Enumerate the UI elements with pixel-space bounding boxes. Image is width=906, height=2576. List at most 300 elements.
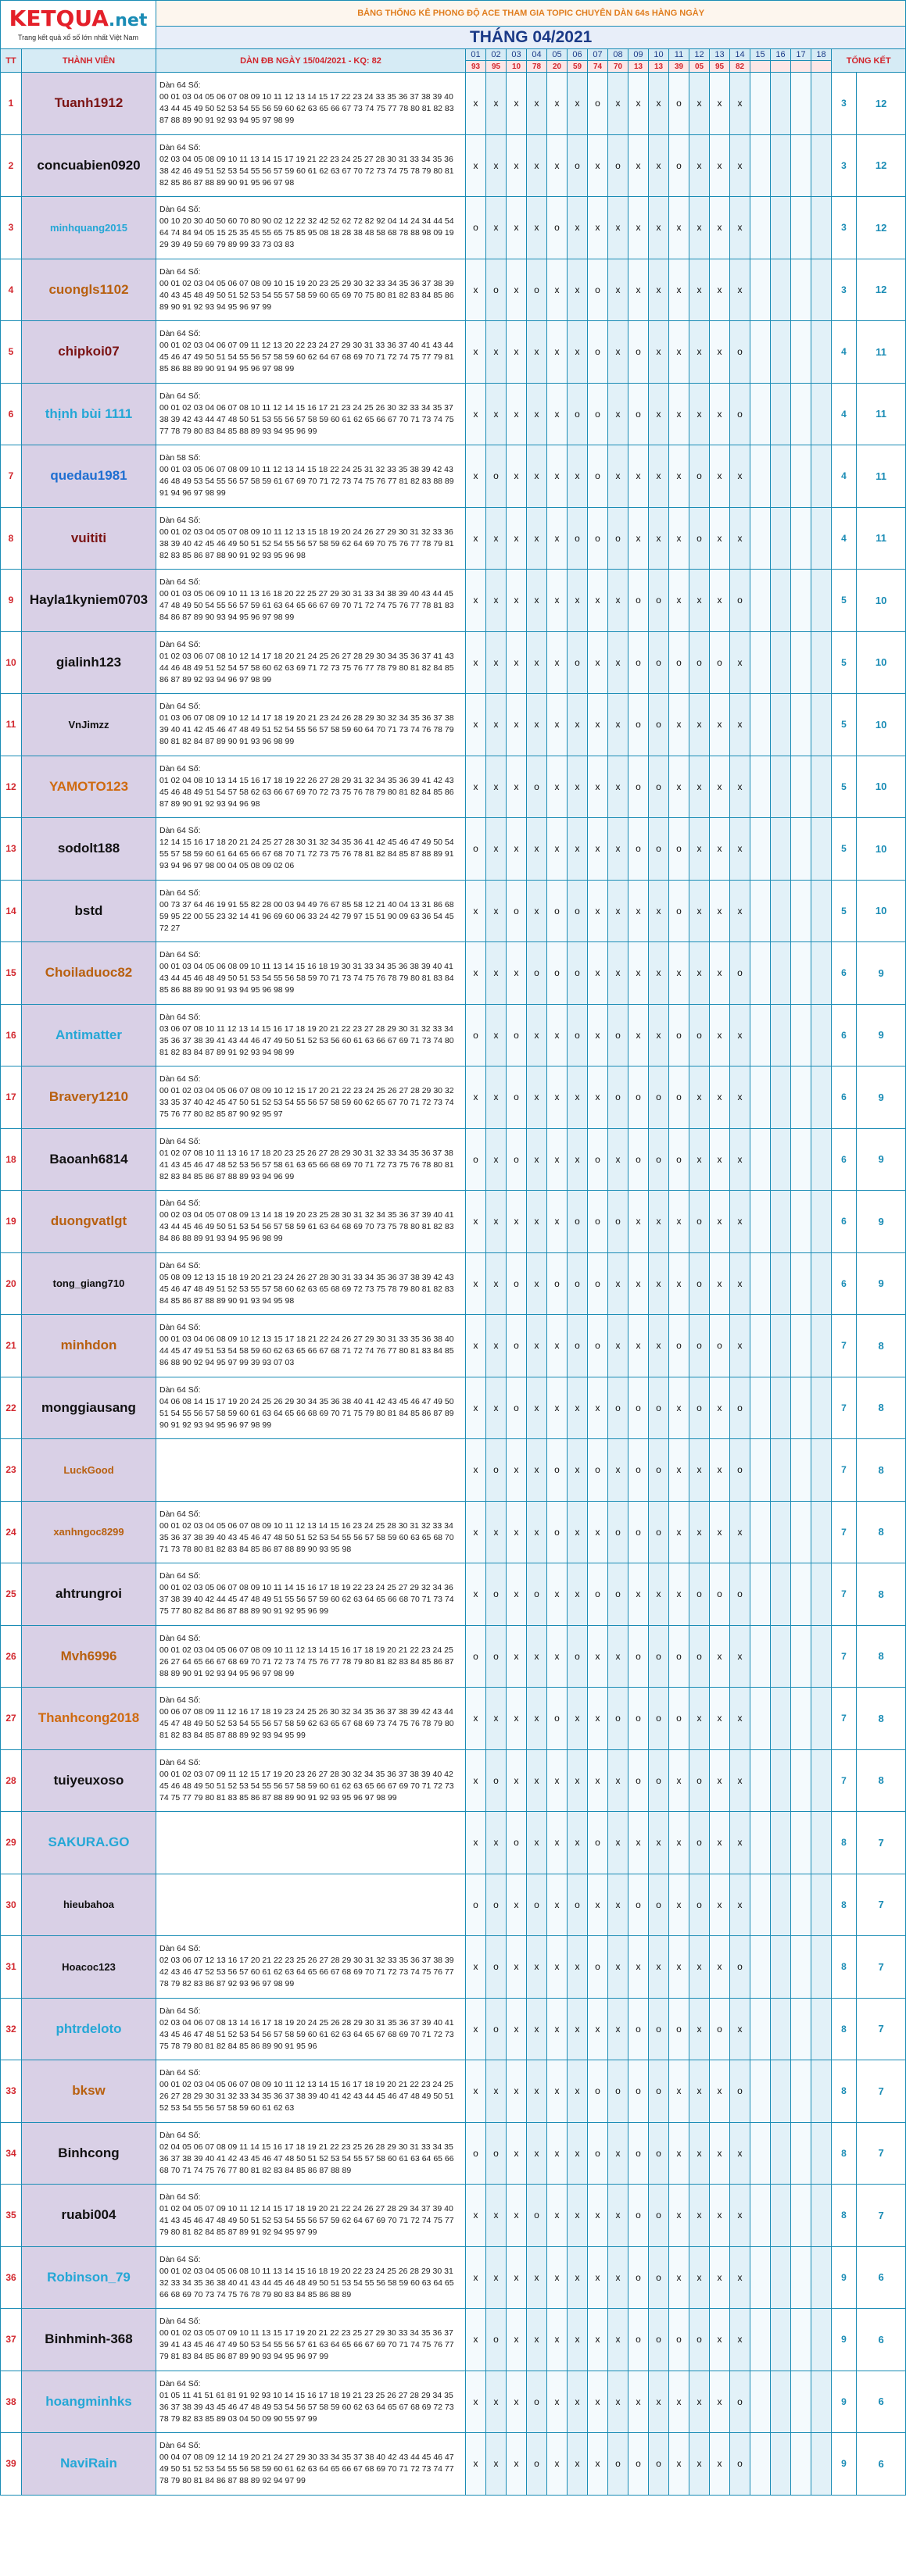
day-mark: x	[466, 1688, 486, 1750]
member-name[interactable]: Hoacoc123	[22, 1936, 156, 1999]
day-mark: x	[649, 2371, 669, 2433]
day-mark: x	[689, 1501, 710, 1563]
day-mark: x	[466, 942, 486, 1005]
day-mark: x	[507, 2060, 527, 2123]
day-mark: x	[730, 1874, 750, 1936]
day-mark	[811, 2309, 832, 2371]
day-mark: x	[507, 1998, 527, 2060]
day-mark	[791, 2309, 811, 2371]
day-mark: x	[730, 1812, 750, 1874]
day-mark: x	[628, 880, 649, 942]
table-row	[1, 1936, 906, 1999]
day-mark: o	[547, 1252, 568, 1315]
day-mark: x	[527, 507, 547, 570]
day-mark: x	[608, 259, 628, 321]
day-mark: x	[730, 756, 750, 818]
day-mark	[791, 880, 811, 942]
member-name[interactable]: duongvatlgt	[22, 1191, 156, 1253]
member-name[interactable]: vuititi	[22, 507, 156, 570]
miss-count: 6	[832, 1128, 857, 1191]
row-index: 24	[1, 1501, 22, 1563]
day-mark: x	[669, 1377, 689, 1439]
day-mark: x	[588, 1501, 608, 1563]
number-set-values: 01 02 04 05 07 09 10 11 12 14 15 17 18 19 20 21 22 24 26 27 28 29 34 37 39 40 41 43 45 46 47 48 49 50 51 52 53 54 55 56 57 59 62 64 67 69 70 71 72 74 75 77 79 80 81 82 84 85 87 89 91 92 94 95 97 99	[159, 2204, 454, 2238]
hit-total: 12	[857, 259, 906, 321]
day-mark	[811, 1128, 832, 1191]
number-set	[156, 1563, 466, 1626]
day-mark	[771, 445, 791, 508]
miss-count: 3	[832, 197, 857, 259]
day-mark: x	[608, 2246, 628, 2309]
number-set	[156, 1874, 466, 1936]
table-row	[1, 1128, 906, 1191]
day-mark: x	[710, 1252, 730, 1315]
day-result	[771, 61, 791, 73]
day-mark: x	[628, 1936, 649, 1999]
day-mark	[811, 445, 832, 508]
day-mark: x	[466, 1563, 486, 1626]
day-header: 16	[771, 49, 791, 61]
member-name[interactable]: bstd	[22, 880, 156, 942]
member-name[interactable]: hieubahoa	[22, 1874, 156, 1936]
miss-count: 3	[832, 134, 857, 197]
day-mark	[771, 1998, 791, 2060]
member-name[interactable]: Hayla1kyniem0703	[22, 570, 156, 632]
day-mark	[750, 880, 771, 942]
day-mark: x	[527, 2246, 547, 2309]
day-mark: x	[608, 445, 628, 508]
member-name[interactable]: monggiausang	[22, 1377, 156, 1439]
number-set-label: Dàn 64 Số:	[159, 763, 201, 774]
day-mark: o	[608, 1004, 628, 1066]
day-mark: o	[649, 570, 669, 632]
row-index: 33	[1, 2060, 22, 2123]
day-mark: o	[527, 2185, 547, 2247]
day-mark: o	[730, 570, 750, 632]
number-set-values: 01 05 11 41 51 61 81 91 92 93 10 14 15 16 17 18 19 21 23 25 26 27 28 29 34 35 36 37 38 39 43 45 46 47 48 49 53 54 56 57 58 59 60 62 63 64 65 67 68 69 72 73 78 79 82 83 85 89 03 04 50 09 90 55 97 99	[159, 2390, 454, 2424]
miss-count: 4	[832, 445, 857, 508]
miss-count: 6	[832, 1191, 857, 1253]
number-set-values: 00 01 02 03 04 05 06 07 08 09 10 11 12 13 14 15 16 17 18 19 20 21 22 23 24 25 26 27 28 29 30 31 32 33 34 35 36 37 38 39 40 41 42 43 44 45 46 47 48 49 50 51 52 53 54 55 56 57 58 59 60 61 62 63	[159, 2080, 454, 2113]
day-mark: x	[710, 1936, 730, 1999]
number-set-values: 00 06 07 08 09 11 12 16 17 18 19 23 24 25 26 30 32 34 35 36 37 38 39 42 43 44 45 47 48 49 50 52 53 54 55 56 57 58 59 62 63 65 67 68 69 73 74 75 76 78 79 80 81 82 83 84 85 87 88 89 92 93 94 95 99	[159, 1707, 454, 1741]
number-set-label: Dàn 64 Số:	[159, 2006, 201, 2016]
member-name[interactable]: Mvh6996	[22, 1625, 156, 1688]
day-header: 09	[628, 49, 649, 61]
day-mark: x	[669, 2246, 689, 2309]
table-row	[1, 1004, 906, 1066]
day-mark: x	[507, 2122, 527, 2185]
day-mark: o	[649, 1439, 669, 1502]
day-mark: x	[466, 1749, 486, 1812]
day-mark: o	[730, 1377, 750, 1439]
day-mark: x	[608, 1998, 628, 2060]
day-mark: x	[568, 1563, 588, 1626]
day-mark: o	[689, 2309, 710, 2371]
day-mark: o	[568, 1625, 588, 1688]
number-set-values: 00 01 02 03 05 06 07 08 09 10 11 14 15 16 17 18 19 22 23 24 25 27 29 32 34 36 37 38 39 40 42 44 45 47 48 49 51 55 56 57 59 60 62 63 64 65 66 68 70 71 73 74 75 77 80 82 84 86 87 88 89 90 91 92 95 96 99	[159, 1583, 454, 1617]
day-mark: o	[588, 2060, 608, 2123]
day-mark: o	[649, 2246, 669, 2309]
day-mark: o	[730, 2433, 750, 2496]
number-set	[156, 2122, 466, 2185]
day-mark: x	[568, 2433, 588, 2496]
day-mark: o	[689, 1749, 710, 1812]
number-set-values: 00 01 02 03 04 05 06 08 10 11 13 14 15 16 18 19 20 22 23 24 25 26 28 29 30 31 32 33 34 35 36 38 40 41 43 44 45 46 48 49 50 51 53 54 55 56 58 59 60 63 64 65 66 68 69 70 73 74 75 76 78 79 80 83 84 85 86 88 89	[159, 2266, 454, 2299]
day-mark: o	[486, 2122, 507, 2185]
day-mark: x	[628, 1315, 649, 1377]
day-mark: x	[527, 1252, 547, 1315]
day-mark	[750, 73, 771, 135]
day-mark: x	[608, 321, 628, 384]
logo[interactable]	[1, 1, 156, 49]
day-mark: x	[730, 694, 750, 756]
day-mark: x	[588, 2309, 608, 2371]
day-mark: o	[649, 1688, 669, 1750]
day-mark: x	[669, 259, 689, 321]
day-mark: o	[547, 1501, 568, 1563]
day-mark: x	[689, 1128, 710, 1191]
day-mark: x	[466, 2185, 486, 2247]
miss-count: 3	[832, 259, 857, 321]
day-mark: x	[466, 259, 486, 321]
day-mark	[771, 1191, 791, 1253]
member-name[interactable]: SAKURA.GO	[22, 1812, 156, 1874]
number-set-label: Dàn 64 Số:	[159, 826, 201, 836]
miss-count: 5	[832, 818, 857, 881]
day-mark: x	[507, 507, 527, 570]
member-name[interactable]: quedau1981	[22, 445, 156, 508]
day-mark: x	[730, 1688, 750, 1750]
member-name[interactable]: ahtrungroi	[22, 1563, 156, 1626]
day-mark: o	[588, 1439, 608, 1502]
day-mark	[811, 818, 832, 881]
miss-count: 7	[832, 1315, 857, 1377]
day-mark: x	[507, 383, 527, 445]
day-mark	[811, 134, 832, 197]
number-set-label: Dàn 64 Số:	[159, 1074, 201, 1084]
number-set-values: 03 06 07 08 10 11 12 13 14 15 16 17 18 19 20 21 22 23 27 28 29 30 31 32 33 34 35 36 37 38 39 41 43 44 46 47 49 50 51 52 53 56 60 61 63 66 67 69 71 73 74 80 81 82 83 84 87 89 91 92 93 94 98 99	[159, 1024, 454, 1057]
day-mark: x	[507, 1191, 527, 1253]
day-mark: x	[730, 507, 750, 570]
day-mark: x	[466, 445, 486, 508]
day-mark: o	[588, 321, 608, 384]
hit-total: 11	[857, 321, 906, 384]
day-mark: x	[527, 1191, 547, 1253]
day-mark: x	[466, 1936, 486, 1999]
day-mark: x	[568, 818, 588, 881]
day-mark: o	[547, 1439, 568, 1502]
day-mark: x	[588, 1377, 608, 1439]
member-name[interactable]: minhdon	[22, 1315, 156, 1377]
day-mark: o	[486, 1749, 507, 1812]
number-set	[156, 2246, 466, 2309]
number-set-values: 00 04 07 08 09 12 14 19 20 21 24 27 29 30 33 34 35 37 38 40 42 43 44 45 46 47 49 50 51 52 53 54 55 56 58 59 60 61 62 63 64 65 66 67 68 69 70 71 72 73 74 77 78 79 80 81 84 86 87 88 89 92 94 97 99	[159, 2453, 454, 2486]
member-name[interactable]: ruabi004	[22, 2185, 156, 2247]
member-name[interactable]: concuabien0920	[22, 134, 156, 197]
table-row	[1, 1191, 906, 1253]
day-mark: x	[628, 942, 649, 1005]
day-mark	[771, 2122, 791, 2185]
day-mark: x	[588, 880, 608, 942]
day-mark: x	[689, 134, 710, 197]
row-index: 13	[1, 818, 22, 881]
row-index: 3	[1, 197, 22, 259]
miss-count: 4	[832, 507, 857, 570]
day-mark	[771, 1936, 791, 1999]
row-index: 31	[1, 1936, 22, 1999]
hit-total: 8	[857, 1315, 906, 1377]
hit-total: 8	[857, 1749, 906, 1812]
number-set	[156, 631, 466, 694]
day-mark: x	[568, 570, 588, 632]
member-name[interactable]: LuckGood	[22, 1439, 156, 1502]
table-row	[1, 1377, 906, 1439]
day-mark: o	[710, 631, 730, 694]
number-set	[156, 1315, 466, 1377]
day-mark: x	[466, 2060, 486, 2123]
day-mark: o	[486, 1563, 507, 1626]
day-mark: x	[649, 134, 669, 197]
day-mark: x	[486, 880, 507, 942]
day-mark	[811, 2371, 832, 2433]
hit-total: 11	[857, 445, 906, 508]
member-name[interactable]: hoangminhks	[22, 2371, 156, 2433]
member-name[interactable]: Thanhcong2018	[22, 1688, 156, 1750]
day-mark: o	[588, 1252, 608, 1315]
table-row	[1, 1874, 906, 1936]
day-mark: x	[710, 2246, 730, 2309]
day-mark: x	[710, 321, 730, 384]
table-row	[1, 2371, 906, 2433]
member-name[interactable]: xanhngoc8299	[22, 1501, 156, 1563]
day-mark: x	[689, 197, 710, 259]
member-name[interactable]: bksw	[22, 2060, 156, 2123]
number-set-values: 01 03 06 07 08 09 10 12 14 17 18 19 20 21 23 24 26 28 29 30 32 34 35 36 37 38 39 40 41 42 45 46 47 48 49 51 52 54 55 56 57 58 59 60 64 70 71 73 74 76 78 79 80 81 82 84 87 89 90 91 93 96 98 99	[159, 713, 454, 747]
day-mark: x	[669, 383, 689, 445]
day-mark: x	[547, 694, 568, 756]
day-mark: o	[689, 1625, 710, 1688]
day-result: 93	[466, 61, 486, 73]
day-mark: x	[588, 2185, 608, 2247]
member-name[interactable]: Tuanh1912	[22, 73, 156, 135]
day-mark	[811, 2185, 832, 2247]
day-mark: x	[527, 197, 547, 259]
day-mark: x	[486, 1812, 507, 1874]
day-mark: x	[486, 570, 507, 632]
day-mark	[811, 942, 832, 1005]
row-index: 38	[1, 2371, 22, 2433]
day-mark	[750, 1812, 771, 1874]
member-name[interactable]: Antimatter	[22, 1004, 156, 1066]
day-mark: o	[588, 1191, 608, 1253]
day-mark: x	[588, 134, 608, 197]
day-mark: o	[689, 1563, 710, 1626]
day-mark	[791, 1004, 811, 1066]
miss-count: 9	[832, 2371, 857, 2433]
day-mark: x	[608, 942, 628, 1005]
stats-title: BẢNG THỐNG KÊ PHONG ĐỘ ACE THAM GIA TOPIC CHUYÊN DÀN 64s HÀNG NGÀY	[156, 1, 906, 27]
member-name[interactable]: minhquang2015	[22, 197, 156, 259]
miss-count: 5	[832, 631, 857, 694]
member-name[interactable]: VnJimzz	[22, 694, 156, 756]
member-name[interactable]: chipkoi07	[22, 321, 156, 384]
day-mark	[750, 570, 771, 632]
number-set	[156, 570, 466, 632]
number-set-values: 02 03 04 05 08 09 10 11 13 14 15 17 19 21 22 23 24 25 27 28 30 31 33 34 35 36 38 42 46 49 51 52 53 54 55 56 57 59 60 61 62 63 67 70 72 73 74 75 78 79 80 81 82 85 86 87 88 89 90 91 95 96 97 98	[159, 154, 454, 188]
day-mark: x	[507, 1501, 527, 1563]
day-mark: x	[669, 197, 689, 259]
member-name[interactable]: thịnh bùi 1111	[22, 383, 156, 445]
day-mark: x	[466, 1812, 486, 1874]
day-result: 13	[628, 61, 649, 73]
day-mark: x	[689, 880, 710, 942]
day-mark: x	[568, 73, 588, 135]
day-mark: o	[669, 818, 689, 881]
day-mark: x	[507, 756, 527, 818]
day-mark: x	[568, 1439, 588, 1502]
number-set-label: Dàn 58 Số:	[159, 453, 201, 463]
day-mark	[750, 2246, 771, 2309]
table-row	[1, 2433, 906, 2496]
member-name[interactable]: Bravery1210	[22, 1066, 156, 1129]
row-index: 34	[1, 2122, 22, 2185]
day-mark: o	[669, 1998, 689, 2060]
day-mark: o	[628, 1749, 649, 1812]
day-mark	[750, 1688, 771, 1750]
member-name[interactable]: gialinh123	[22, 631, 156, 694]
member-name[interactable]: Binhminh-368	[22, 2309, 156, 2371]
day-mark: x	[486, 818, 507, 881]
hit-total: 11	[857, 383, 906, 445]
day-mark: x	[608, 694, 628, 756]
day-mark: x	[527, 570, 547, 632]
day-mark	[811, 2122, 832, 2185]
hit-total: 9	[857, 1066, 906, 1129]
member-name[interactable]: tong_giang710	[22, 1252, 156, 1315]
day-result	[811, 61, 832, 73]
day-mark: x	[730, 1749, 750, 1812]
day-mark	[811, 1439, 832, 1502]
number-set-values: 02 04 05 06 07 08 09 11 14 15 16 17 18 19 21 22 23 25 26 28 29 30 31 33 34 35 36 37 38 39 40 41 42 43 45 46 47 48 50 51 52 53 54 55 57 58 60 61 63 64 65 66 68 70 71 74 75 76 77 80 81 82 83 84 85 86 87 88 89	[159, 2142, 454, 2175]
day-mark	[791, 134, 811, 197]
number-set	[156, 942, 466, 1005]
day-header: 12	[689, 49, 710, 61]
day-mark: x	[547, 1563, 568, 1626]
member-name[interactable]: tuiyeuxoso	[22, 1749, 156, 1812]
member-name[interactable]: Baoanh6814	[22, 1128, 156, 1191]
member-name[interactable]: phtrdeloto	[22, 1998, 156, 2060]
number-set-label: Dàn 64 Số:	[159, 639, 201, 649]
row-index: 11	[1, 694, 22, 756]
day-mark: x	[527, 1936, 547, 1999]
miss-count: 4	[832, 383, 857, 445]
day-mark: o	[689, 1377, 710, 1439]
day-mark: x	[669, 1439, 689, 1502]
table-row	[1, 2185, 906, 2247]
day-mark: o	[507, 1315, 527, 1377]
day-mark	[791, 1315, 811, 1377]
day-mark: o	[486, 2309, 507, 2371]
day-mark: x	[547, 134, 568, 197]
day-mark: o	[730, 321, 750, 384]
day-mark: x	[710, 1439, 730, 1502]
miss-count: 7	[832, 1377, 857, 1439]
member-name[interactable]: NaviRain	[22, 2433, 156, 2496]
number-set-values: 00 01 02 03 05 07 09 10 11 13 15 17 19 20 21 22 23 25 27 29 30 33 34 35 36 37 39 41 43 45 46 47 49 50 53 54 55 56 57 61 63 64 65 66 67 69 70 71 74 75 76 77 79 81 83 84 85 86 87 89 90 93 94 95 96 97 99	[159, 2328, 454, 2362]
day-mark	[750, 1749, 771, 1812]
miss-count: 5	[832, 694, 857, 756]
day-mark: o	[568, 507, 588, 570]
day-mark: x	[710, 2060, 730, 2123]
day-mark: x	[486, 507, 507, 570]
day-mark	[811, 1625, 832, 1688]
member-name[interactable]: Choiladuoc82	[22, 942, 156, 1005]
day-mark: x	[486, 73, 507, 135]
number-set-values: 00 01 02 03 07 09 11 12 15 17 19 20 23 26 27 28 30 32 34 35 36 37 38 39 40 42 45 46 48 49 50 51 52 53 54 55 56 57 58 59 60 61 62 63 65 66 67 69 70 71 72 73 74 75 77 79 80 81 83 85 86 87 88 89 90 91 92 93 95 96 97 98 99	[159, 1769, 454, 1802]
member-name[interactable]: YAMOTO123	[22, 756, 156, 818]
hit-total: 8	[857, 1501, 906, 1563]
member-name[interactable]: sodolt188	[22, 818, 156, 881]
number-set-label: Dàn 64 Số:	[159, 266, 201, 277]
day-mark: o	[588, 1128, 608, 1191]
number-set-values: 00 10 20 30 40 50 60 70 80 90 02 12 22 32 42 52 62 72 82 92 04 14 24 34 44 54 64 74 84 94 05 15 25 35 45 55 65 75 85 95 08 18 28 38 48 58 68 78 88 98 09 19 29 39 49 59 69 79 89 99 33 73 03 83	[159, 216, 454, 250]
number-set	[156, 1749, 466, 1812]
row-index: 32	[1, 1998, 22, 2060]
number-set-label: Dàn 64 Số:	[159, 2192, 201, 2203]
day-mark	[811, 259, 832, 321]
day-mark	[791, 2433, 811, 2496]
member-name[interactable]: cuongls1102	[22, 259, 156, 321]
day-mark: x	[730, 1128, 750, 1191]
day-mark: x	[649, 880, 669, 942]
day-mark	[771, 1377, 791, 1439]
day-mark	[791, 1936, 811, 1999]
day-mark: o	[527, 1874, 547, 1936]
day-mark: o	[649, 2309, 669, 2371]
day-mark: x	[568, 2371, 588, 2433]
day-mark	[771, 1252, 791, 1315]
row-index: 22	[1, 1377, 22, 1439]
row-index: 30	[1, 1874, 22, 1936]
member-name[interactable]: Robinson_79	[22, 2246, 156, 2309]
day-mark: x	[710, 756, 730, 818]
day-mark: o	[649, 1998, 669, 2060]
day-mark: o	[486, 1936, 507, 1999]
number-set-values: 00 01 02 03 04 05 06 07 08 09 10 12 15 17 20 21 22 23 24 25 26 27 28 29 30 32 33 35 37 40 42 45 47 50 51 52 53 54 55 56 57 58 59 60 62 65 67 70 71 72 73 74 75 76 77 80 82 85 87 90 92 95 97	[159, 1086, 454, 1120]
day-mark: o	[730, 1439, 750, 1502]
logo-tagline: Trang kết quả xổ số lớn nhất Việt Nam	[18, 34, 138, 41]
table-row	[1, 1749, 906, 1812]
number-set	[156, 259, 466, 321]
day-mark: x	[568, 1998, 588, 2060]
member-name[interactable]: Binhcong	[22, 2122, 156, 2185]
miss-count: 5	[832, 756, 857, 818]
day-mark: x	[486, 2433, 507, 2496]
row-index: 37	[1, 2309, 22, 2371]
hit-total: 8	[857, 1439, 906, 1502]
number-set	[156, 1066, 466, 1129]
table-row	[1, 1252, 906, 1315]
day-mark	[771, 1128, 791, 1191]
number-set-values: 00 01 03 04 05 06 07 08 09 10 11 12 13 14 15 17 22 23 24 33 35 36 37 38 39 40 43 44 45 49 50 52 53 54 55 56 59 60 62 63 65 66 67 73 74 75 77 78 80 81 82 83 87 88 89 90 91 92 93 94 95 97 98 99	[159, 92, 454, 126]
day-mark: o	[608, 1563, 628, 1626]
day-mark	[771, 1749, 791, 1812]
day-mark: x	[547, 445, 568, 508]
day-mark: x	[486, 134, 507, 197]
row-index: 12	[1, 756, 22, 818]
number-set	[156, 321, 466, 384]
